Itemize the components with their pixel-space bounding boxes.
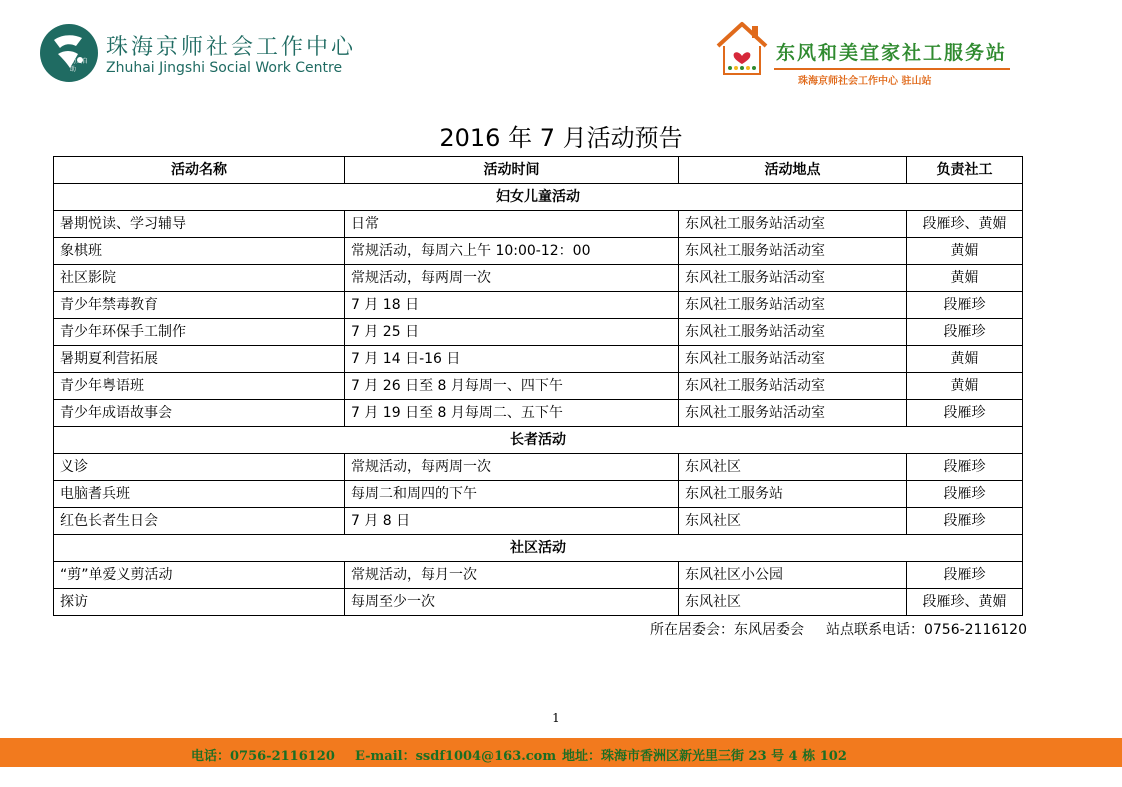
residents-committee: 所在居委会：东风居委会 [649,622,804,638]
table-row [54,265,1023,292]
table-row [54,400,1023,427]
section-title: 长者活动 [54,427,1023,454]
cell-time: 常规活动，每周六上午 10:00-12：00 [345,238,679,265]
emblem-text: 助人自助 [70,58,89,73]
cell-location: 东风社工服务站活动室 [679,211,907,238]
cell-time: 每周至少一次 [345,589,679,616]
cell-location: 东风社工服务站活动室 [679,346,907,373]
cell-location: 东风社工服务站活动室 [679,373,907,400]
cell-name: 青少年成语故事会 [54,400,345,427]
cell-name: “剪”单爱义剪活动 [54,562,345,589]
activity-schedule-table [53,156,1023,616]
cell-worker: 段雁珍 [907,454,1023,481]
table-row [54,589,1023,616]
cell-location: 东风社工服务站活动室 [679,319,907,346]
cell-time: 7 月 8 日 [345,508,679,535]
footer-bar [0,738,1122,767]
station-phone: 站点联系电话：0756-2116120 [825,622,1027,638]
cell-location: 东风社区 [679,589,907,616]
cell-time: 每周二和周四的下午 [345,481,679,508]
cell-name: 青少年粤语班 [54,373,345,400]
table-row [54,481,1023,508]
header-activity-name: 活动名称 [54,157,345,184]
cell-name: 探访 [54,589,345,616]
cell-location: 东风社区小公园 [679,562,907,589]
cell-time: 常规活动，每月一次 [345,562,679,589]
station-subtitle: 珠海京师社会工作中心 驻山站 [798,76,932,87]
logo-underline [774,68,1010,70]
cell-location: 东风社区 [679,508,907,535]
house-heart-icon [712,16,774,82]
table-row [54,508,1023,535]
cell-time: 常规活动，每两周一次 [345,265,679,292]
station-name-cn: 东风和美宜家社工服务站 [776,42,1008,64]
cell-time: 7 月 25 日 [345,319,679,346]
table-row [54,346,1023,373]
section-row [54,535,1023,562]
cell-location: 东风社工服务站活动室 [679,400,907,427]
header-social-worker: 负责社工 [907,157,1023,184]
cell-time: 7 月 26 日至 8 月每周一、四下午 [345,373,679,400]
header-activity-location: 活动地点 [679,157,907,184]
header-activity-time: 活动时间 [345,157,679,184]
cell-location: 东风社工服务站 [679,481,907,508]
cell-location: 东风社区 [679,454,907,481]
section-title: 妇女儿童活动 [54,184,1023,211]
table-row [54,562,1023,589]
cell-worker: 黄媚 [907,265,1023,292]
table-row [54,319,1023,346]
cell-location: 东风社工服务站活动室 [679,265,907,292]
jingshi-name-en: Zhuhai Jingshi Social Work Centre [106,60,343,76]
table-header-row [54,157,1023,184]
cell-worker: 黄媚 [907,238,1023,265]
footer-email[interactable]: E-mail：ssdf1004@163.com [355,749,557,764]
cell-worker: 黄媚 [907,373,1023,400]
dongfeng-station-logo [712,16,1012,88]
cell-worker: 段雁珍 [907,508,1023,535]
jingshi-name-cn: 珠海京师社会工作中心 [106,35,357,60]
cell-name: 电脑耆兵班 [54,481,345,508]
cell-location: 东风社工服务站活动室 [679,292,907,319]
cell-location: 东风社工服务站活动室 [679,238,907,265]
footer-address: 地址：珠海市香洲区新光里三街 23 号 4 栋 102 [562,749,847,764]
cell-name: 社区影院 [54,265,345,292]
section-title: 社区活动 [54,535,1023,562]
table-row [54,454,1023,481]
jingshi-logo [40,24,400,84]
cell-name: 义诊 [54,454,345,481]
cell-name: 青少年环保手工制作 [54,319,345,346]
cell-worker: 段雁珍 [907,292,1023,319]
cell-time: 7 月 18 日 [345,292,679,319]
table-row [54,238,1023,265]
page-title: 2016 年 7 月活动预告 [439,124,683,152]
cell-worker: 段雁珍、黄媚 [907,589,1023,616]
station-contact-line [650,619,1027,639]
cell-name: 象棋班 [54,238,345,265]
cell-time: 日常 [345,211,679,238]
section-row [54,427,1023,454]
cell-time: 7 月 19 日至 8 月每周二、五下午 [345,400,679,427]
cell-name: 青少年禁毒教育 [54,292,345,319]
table-row [54,211,1023,238]
cell-worker: 段雁珍 [907,562,1023,589]
cell-time: 常规活动，每两周一次 [345,454,679,481]
table-row [54,373,1023,400]
jingshi-emblem-icon [40,24,98,82]
cell-worker: 段雁珍、黄媚 [907,211,1023,238]
page-number: 1 [552,711,560,725]
section-row [54,184,1023,211]
cell-name: 暑期悦读、学习辅导 [54,211,345,238]
cell-name: 红色长者生日会 [54,508,345,535]
table-row [54,292,1023,319]
cell-worker: 段雁珍 [907,400,1023,427]
cell-name: 暑期夏利营拓展 [54,346,345,373]
footer-phone: 电话：0756-2116120 [191,749,335,764]
cell-time: 7 月 14 日-16 日 [345,346,679,373]
cell-worker: 段雁珍 [907,481,1023,508]
cell-worker: 段雁珍 [907,319,1023,346]
cell-worker: 黄媚 [907,346,1023,373]
